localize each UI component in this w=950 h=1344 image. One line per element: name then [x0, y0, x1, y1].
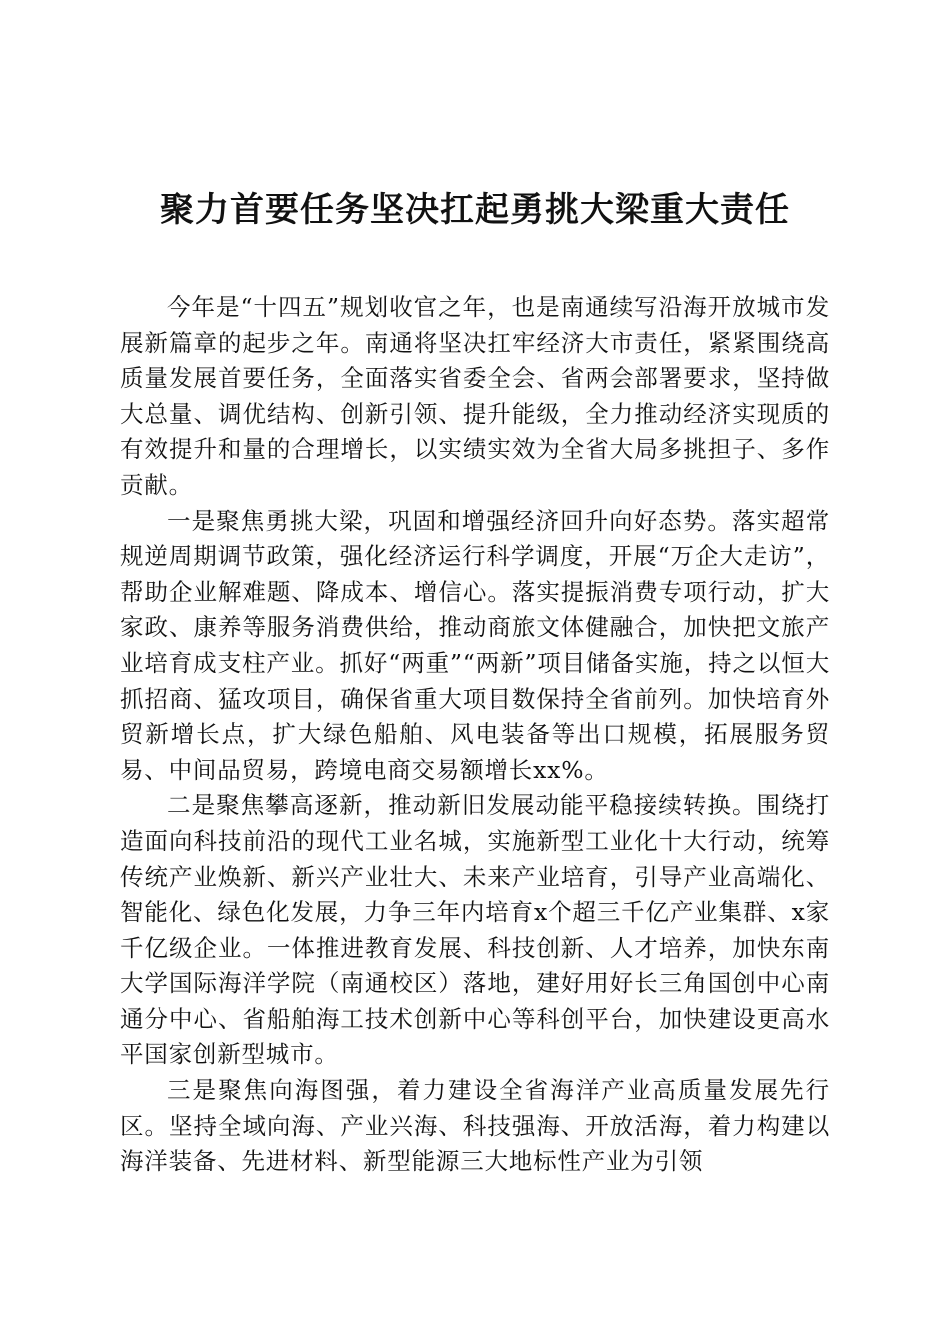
paragraph-intro: 今年是“十四五”规划收官之年，也是南通续写沿海开放城市发展新篇章的起步之年。南通将坚决扛牢经济大市责任，紧紧围绕高质量发展首要任务，全面落实省委全会、省两会部署要求，坚持做大总量、调优结构、创新引领、提升能级，全力推动经济实现质的有效提升和量的合理增长，以实绩实效为全省大局多挑担子、多作贡献。: [120, 293, 830, 499]
document-title: 聚力首要任务坚决扛起勇挑大梁重大责任: [160, 190, 790, 230]
paragraph-point-three: 三是聚焦向海图强，着力建设全省海洋产业高质量发展先行区。坚持全域向海、产业兴海、科技强海、开放活海，着力构建以海洋装备、先进材料、新型能源三大地标性产业为引领: [120, 1076, 830, 1176]
paragraph-point-two: 二是聚焦攀高逐新，推动新旧发展动能平稳接续转换。围绕打造面向科技前沿的现代工业名城，实施新型工业化十大行动，统筹传统产业焕新、新兴产业壮大、未来产业培育，引导产业高端化、智能化、绿色化发展，力争三年内培育x个超三千亿产业集群、x家千亿级企业。一体推进教育发展、科技创新、人才培养，加快东南大学国际海洋学院（南通校区）落地，建好用好长三角国创中心南通分中心、省船舶海工技术创新中心等科创平台，加快建设更高水平国家创新型城市。: [120, 791, 830, 1069]
paragraph-point-one: 一是聚焦勇挑大梁，巩固和增强经济回升向好态势。落实超常规逆周期调节政策，强化经济运行科学调度，开展“万企大走访”，帮助企业解难题、降成本、增信心。落实提振消费专项行动，扩大家政、康养等服务消费供给，推动商旅文体健融合，加快把文旅产业培育成支柱产业。抓好“两重”“两新”项目储备实施，持之以恒大抓招商、猛攻项目，确保省重大项目数保持全省前列。加快培育外贸新增长点，扩大绿色船舶、风电装备等出口规模，拓展服务贸易、中间品贸易，跨境电商交易额增长xx%。: [120, 506, 830, 784]
document-body: [120, 290, 830, 1180]
